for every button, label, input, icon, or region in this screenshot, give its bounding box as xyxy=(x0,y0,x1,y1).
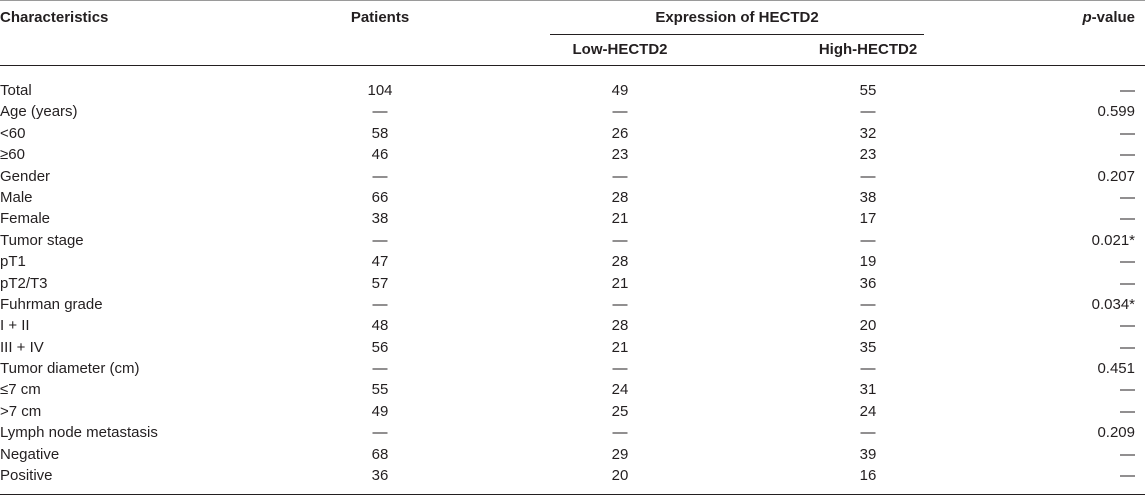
cell-patients: 38 xyxy=(371,210,389,228)
cell-patients: 56 xyxy=(371,338,389,356)
cell-p-value: — xyxy=(1120,467,1135,485)
cell-high-hectd2: 36 xyxy=(859,274,877,292)
cell-p-value: — xyxy=(1120,445,1135,463)
cell-low-hectd2: 21 xyxy=(611,274,629,292)
cell-high-hectd2: — xyxy=(860,167,876,185)
cell-patients: 48 xyxy=(371,317,389,335)
cell-low-hectd2: — xyxy=(612,231,628,249)
cell-characteristic: Positive xyxy=(0,467,53,485)
table-row xyxy=(0,80,1145,101)
cell-characteristic: Lymph node metastasis xyxy=(0,424,158,442)
header-characteristics: Characteristics xyxy=(0,9,109,26)
cell-characteristic: pT2/T3 xyxy=(0,274,48,292)
header-low-hectd2: Low-HECTD2 xyxy=(572,41,668,58)
cell-patients: 104 xyxy=(367,82,393,99)
cell-characteristic: Male xyxy=(0,188,33,206)
cell-p-value: — xyxy=(1120,146,1135,164)
header-high-hectd2: High-HECTD2 xyxy=(818,41,918,58)
cell-patients: 57 xyxy=(371,274,389,292)
cell-characteristic: <60 xyxy=(0,124,26,142)
cell-low-hectd2: — xyxy=(612,360,628,378)
cell-low-hectd2: 21 xyxy=(611,338,629,356)
header-p-italic: p xyxy=(1082,9,1092,26)
cell-patients: 66 xyxy=(371,188,389,206)
cell-low-hectd2: 49 xyxy=(611,82,629,99)
cell-characteristic: I + II xyxy=(0,317,30,335)
cell-p-value: — xyxy=(1120,82,1135,99)
cell-high-hectd2: 20 xyxy=(859,317,877,335)
cell-high-hectd2: 31 xyxy=(859,381,877,399)
cell-patients: 47 xyxy=(371,253,389,271)
table-body xyxy=(0,80,1145,486)
cell-characteristic: III + IV xyxy=(0,338,44,356)
cell-patients: — xyxy=(372,360,388,378)
cell-high-hectd2: — xyxy=(860,231,876,249)
cell-p-value: — xyxy=(1120,317,1135,335)
cell-p-value: — xyxy=(1120,381,1135,399)
table-row xyxy=(0,187,1145,208)
table-row xyxy=(0,422,1145,443)
cell-patients: 55 xyxy=(371,381,389,399)
table-row xyxy=(0,401,1145,422)
table-row xyxy=(0,294,1145,315)
cell-high-hectd2: 17 xyxy=(859,210,877,228)
cell-patients: 68 xyxy=(371,445,389,463)
table-row xyxy=(0,230,1145,251)
cell-p-value: — xyxy=(1120,402,1135,420)
cell-characteristic: Tumor diameter (cm) xyxy=(0,360,140,378)
cell-characteristic: pT1 xyxy=(0,253,26,271)
cell-low-hectd2: 28 xyxy=(611,188,629,206)
cell-patients: — xyxy=(372,231,388,249)
cell-high-hectd2: — xyxy=(860,424,876,442)
cell-p-value: 0.209 xyxy=(1097,424,1135,442)
cell-p-value: 0.207 xyxy=(1097,167,1135,185)
expression-group-rule xyxy=(550,34,924,35)
cell-high-hectd2: 23 xyxy=(859,146,877,164)
cell-patients: 58 xyxy=(371,124,389,142)
cell-low-hectd2: 25 xyxy=(611,402,629,420)
cell-high-hectd2: 55 xyxy=(859,82,877,99)
table-bottom-rule xyxy=(0,494,1145,495)
cell-low-hectd2: — xyxy=(612,167,628,185)
table-row xyxy=(0,273,1145,294)
table-row xyxy=(0,337,1145,358)
table-row xyxy=(0,208,1145,229)
table-row xyxy=(0,465,1145,486)
cell-characteristic: Fuhrman grade xyxy=(0,295,103,313)
cell-patients: — xyxy=(372,295,388,313)
header-bottom-rule xyxy=(0,65,1145,66)
table-row xyxy=(0,379,1145,400)
table-top-rule xyxy=(0,0,1145,1)
cell-high-hectd2: 39 xyxy=(859,445,877,463)
cell-patients: 49 xyxy=(371,402,389,420)
cell-low-hectd2: 24 xyxy=(611,381,629,399)
cell-p-value: 0.021* xyxy=(1091,231,1135,249)
table-row xyxy=(0,315,1145,336)
cell-patients: — xyxy=(372,424,388,442)
table-row xyxy=(0,101,1145,122)
header-p-suffix: -value xyxy=(1091,9,1135,26)
cell-low-hectd2: — xyxy=(612,424,628,442)
cell-low-hectd2: — xyxy=(612,295,628,313)
cell-characteristic: Age (years) xyxy=(0,103,78,121)
cell-high-hectd2: — xyxy=(860,103,876,121)
cell-p-value: 0.599 xyxy=(1097,103,1135,121)
header-expression-group: Expression of HECTD2 xyxy=(655,9,819,26)
cell-p-value: — xyxy=(1120,124,1135,142)
cell-p-value: — xyxy=(1120,210,1135,228)
cell-high-hectd2: — xyxy=(860,295,876,313)
table-row xyxy=(0,166,1145,187)
cell-patients: 46 xyxy=(371,146,389,164)
header-p-value xyxy=(1082,9,1135,27)
cell-high-hectd2: 19 xyxy=(859,253,877,271)
table-row xyxy=(0,144,1145,165)
cell-high-hectd2: — xyxy=(860,360,876,378)
cell-patients: — xyxy=(372,103,388,121)
table-row xyxy=(0,251,1145,272)
cell-characteristic: Female xyxy=(0,210,51,228)
cell-p-value: 0.034* xyxy=(1091,295,1135,313)
cell-high-hectd2: 32 xyxy=(859,124,877,142)
cell-characteristic: >7 cm xyxy=(0,402,42,420)
header-patients: Patients xyxy=(350,9,410,26)
cell-low-hectd2: 28 xyxy=(611,253,629,271)
table-row xyxy=(0,358,1145,379)
cell-low-hectd2: 23 xyxy=(611,146,629,164)
table-row xyxy=(0,123,1145,144)
cell-characteristic: Tumor stage xyxy=(0,231,84,249)
cell-characteristic: Total xyxy=(0,82,32,99)
cell-low-hectd2: — xyxy=(612,103,628,121)
cell-high-hectd2: 24 xyxy=(859,402,877,420)
cell-low-hectd2: 26 xyxy=(611,124,629,142)
cell-p-value: — xyxy=(1120,274,1135,292)
cell-characteristic: Gender xyxy=(0,167,51,185)
cell-high-hectd2: 16 xyxy=(859,467,877,485)
cell-patients: 36 xyxy=(371,467,389,485)
cell-characteristic: Negative xyxy=(0,445,60,463)
cell-characteristic: ≤7 cm xyxy=(0,381,41,399)
cell-low-hectd2: 29 xyxy=(611,445,629,463)
cell-patients: — xyxy=(372,167,388,185)
cell-p-value: — xyxy=(1120,253,1135,271)
cell-p-value: — xyxy=(1120,338,1135,356)
cell-characteristic: ≥60 xyxy=(0,146,25,164)
cell-p-value: 0.451 xyxy=(1097,360,1135,378)
cell-low-hectd2: 28 xyxy=(611,317,629,335)
cell-p-value: — xyxy=(1120,188,1135,206)
table-row xyxy=(0,444,1145,465)
cell-high-hectd2: 38 xyxy=(859,188,877,206)
cell-low-hectd2: 21 xyxy=(611,210,629,228)
cell-high-hectd2: 35 xyxy=(859,338,877,356)
cell-low-hectd2: 20 xyxy=(611,467,629,485)
